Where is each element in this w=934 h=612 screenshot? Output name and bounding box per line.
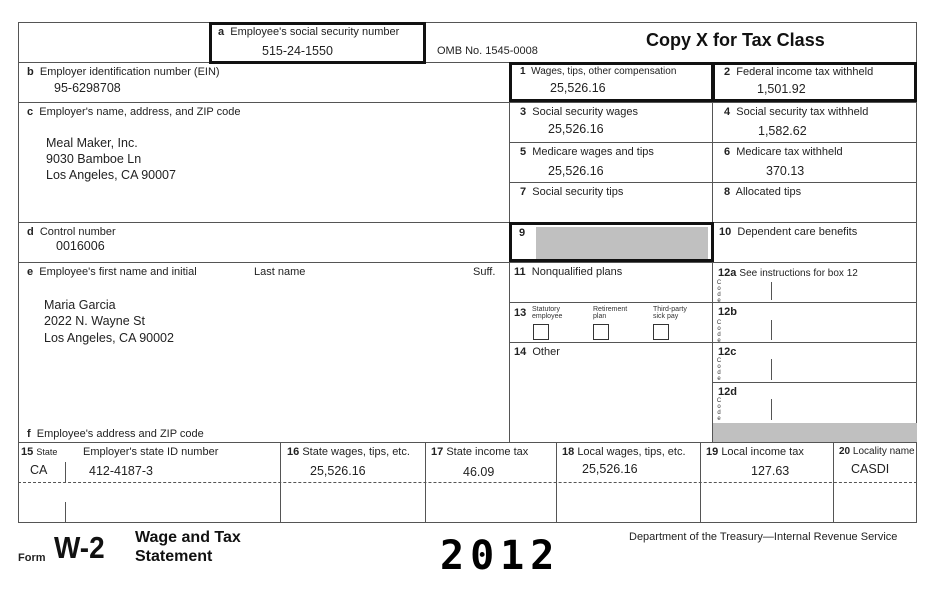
state-id-number: 412-4187-3	[89, 464, 153, 478]
box-11-label: 11 Nonqualified plans	[514, 266, 623, 278]
divider	[833, 442, 834, 523]
divider	[18, 442, 917, 443]
box-12a-separator	[771, 282, 772, 300]
state-code: CA	[30, 463, 48, 477]
box-12d-separator	[771, 399, 772, 420]
divider	[509, 182, 917, 183]
box-12-shaded	[713, 423, 917, 442]
retirement-plan-checkbox[interactable]	[593, 324, 609, 340]
box-18-label: 18 Local wages, tips, etc.	[562, 446, 686, 458]
box-2-label: 2 Federal income tax withheld	[724, 66, 874, 78]
box-12d-code-label: C o d e	[716, 398, 722, 422]
divider	[18, 222, 917, 223]
employee-name: Maria Garcia	[44, 298, 116, 312]
dashed-divider	[18, 482, 917, 483]
employer-name: Meal Maker, Inc.	[46, 136, 138, 150]
third-party-sick-pay-label: Third-party sick pay	[653, 306, 687, 320]
employer-street: 9030 Bamboe Ln	[46, 152, 142, 166]
box-9-shaded	[536, 227, 708, 259]
retirement-plan-label: Retirement plan	[593, 306, 628, 320]
box-6-value: 370.13	[766, 164, 805, 178]
box-4-label: 4 Social security tax withheld	[724, 106, 869, 118]
box-10-label: 10 Dependent care benefits	[719, 226, 858, 238]
employee-street: 2022 N. Wayne St	[44, 314, 145, 328]
divider	[280, 442, 281, 523]
employer-ein: 95-6298708	[54, 81, 121, 95]
divider	[700, 442, 701, 523]
divider	[18, 102, 917, 103]
box-1-label: 1 Wages, tips, other compensation	[520, 66, 677, 77]
box-14-label: 14 Other	[514, 346, 560, 358]
employee-city: Los Angeles, CA 90002	[44, 331, 174, 345]
box-a-label: a Employee's social security number	[218, 26, 400, 38]
box-20-label: 20 Locality name	[839, 446, 915, 457]
divider	[509, 142, 917, 143]
box-12c-code-label: C o d e	[716, 358, 722, 382]
agency-name: Department of the Treasury—Internal Revenue Service	[629, 531, 898, 543]
last-name-label: Last name	[254, 266, 306, 278]
tax-year: 2012	[440, 533, 561, 579]
box-12a-code-label: C o d e	[716, 280, 722, 304]
box-12d-label: 12d	[718, 386, 737, 398]
box-4-value: 1,582.62	[758, 124, 807, 138]
form-title-line2: Statement	[135, 548, 213, 565]
box-12b-code-label: C o d e	[716, 320, 722, 344]
form-title-line1: Wage and Tax	[135, 529, 241, 546]
box-19-value: 127.63	[751, 464, 790, 478]
employer-city: Los Angeles, CA 90007	[46, 168, 176, 182]
box-20-value: CASDI	[851, 462, 890, 476]
box-1-value: 25,526.16	[550, 81, 606, 95]
form-id: W-2	[54, 530, 105, 565]
box-16-value: 25,526.16	[310, 464, 366, 478]
divider	[509, 342, 917, 343]
box-2-value: 1,501.92	[757, 82, 806, 96]
divider	[509, 302, 917, 303]
box-13-label: 13	[514, 307, 527, 319]
control-number: 0016006	[56, 239, 105, 253]
box-18-value: 25,526.16	[582, 462, 638, 476]
box-12b-label: 12b	[718, 306, 737, 318]
box-12a-label: 12a See instructions for box 12	[718, 267, 858, 279]
copy-title: Copy X for Tax Class	[646, 30, 825, 50]
omb-number: OMB No. 1545-0008	[437, 45, 538, 57]
box-3-value: 25,526.16	[548, 122, 604, 136]
box-5-value: 25,526.16	[548, 164, 604, 178]
box-12b-separator	[771, 320, 772, 340]
divider	[65, 462, 66, 482]
box-8-label: 8 Allocated tips	[724, 186, 802, 198]
box-12c-label: 12c	[718, 346, 737, 358]
box-16-label: 16 State wages, tips, etc.	[287, 446, 410, 458]
box-15-state-label: 15 State	[21, 446, 58, 458]
box-12c-separator	[771, 359, 772, 380]
statutory-employee-label: Statutory employee	[532, 306, 563, 320]
box-c-label: c Employer's name, address, and ZIP code	[27, 106, 241, 118]
box-f-label: f Employee's address and ZIP code	[27, 428, 204, 440]
box-19-label: 19 Local income tax	[706, 446, 804, 458]
form-word: Form	[18, 552, 46, 564]
statutory-employee-checkbox[interactable]	[533, 324, 549, 340]
box-17-label: 17 State income tax	[431, 446, 529, 458]
box-e-label: e Employee's first name and initial	[27, 266, 197, 278]
box-6-label: 6 Medicare tax withheld	[724, 146, 843, 158]
box-9-label: 9	[519, 227, 526, 239]
suffix-label: Suff.	[473, 266, 496, 278]
box-5-label: 5 Medicare wages and tips	[520, 146, 654, 158]
divider	[18, 262, 917, 263]
third-party-sick-pay-checkbox[interactable]	[653, 324, 669, 340]
box-15-id-label: Employer's state ID number	[83, 446, 219, 458]
employee-ssn: 515-24-1550	[262, 44, 333, 58]
box-17-value: 46.09	[463, 465, 495, 479]
box-b-label: b Employer identification number (EIN)	[27, 66, 220, 78]
divider	[556, 442, 557, 523]
divider	[65, 502, 66, 522]
divider	[425, 442, 426, 523]
box-7-label: 7 Social security tips	[520, 186, 624, 198]
divider	[712, 382, 917, 383]
box-3-label: 3 Social security wages	[520, 106, 639, 118]
box-d-label: d Control number	[27, 226, 116, 238]
